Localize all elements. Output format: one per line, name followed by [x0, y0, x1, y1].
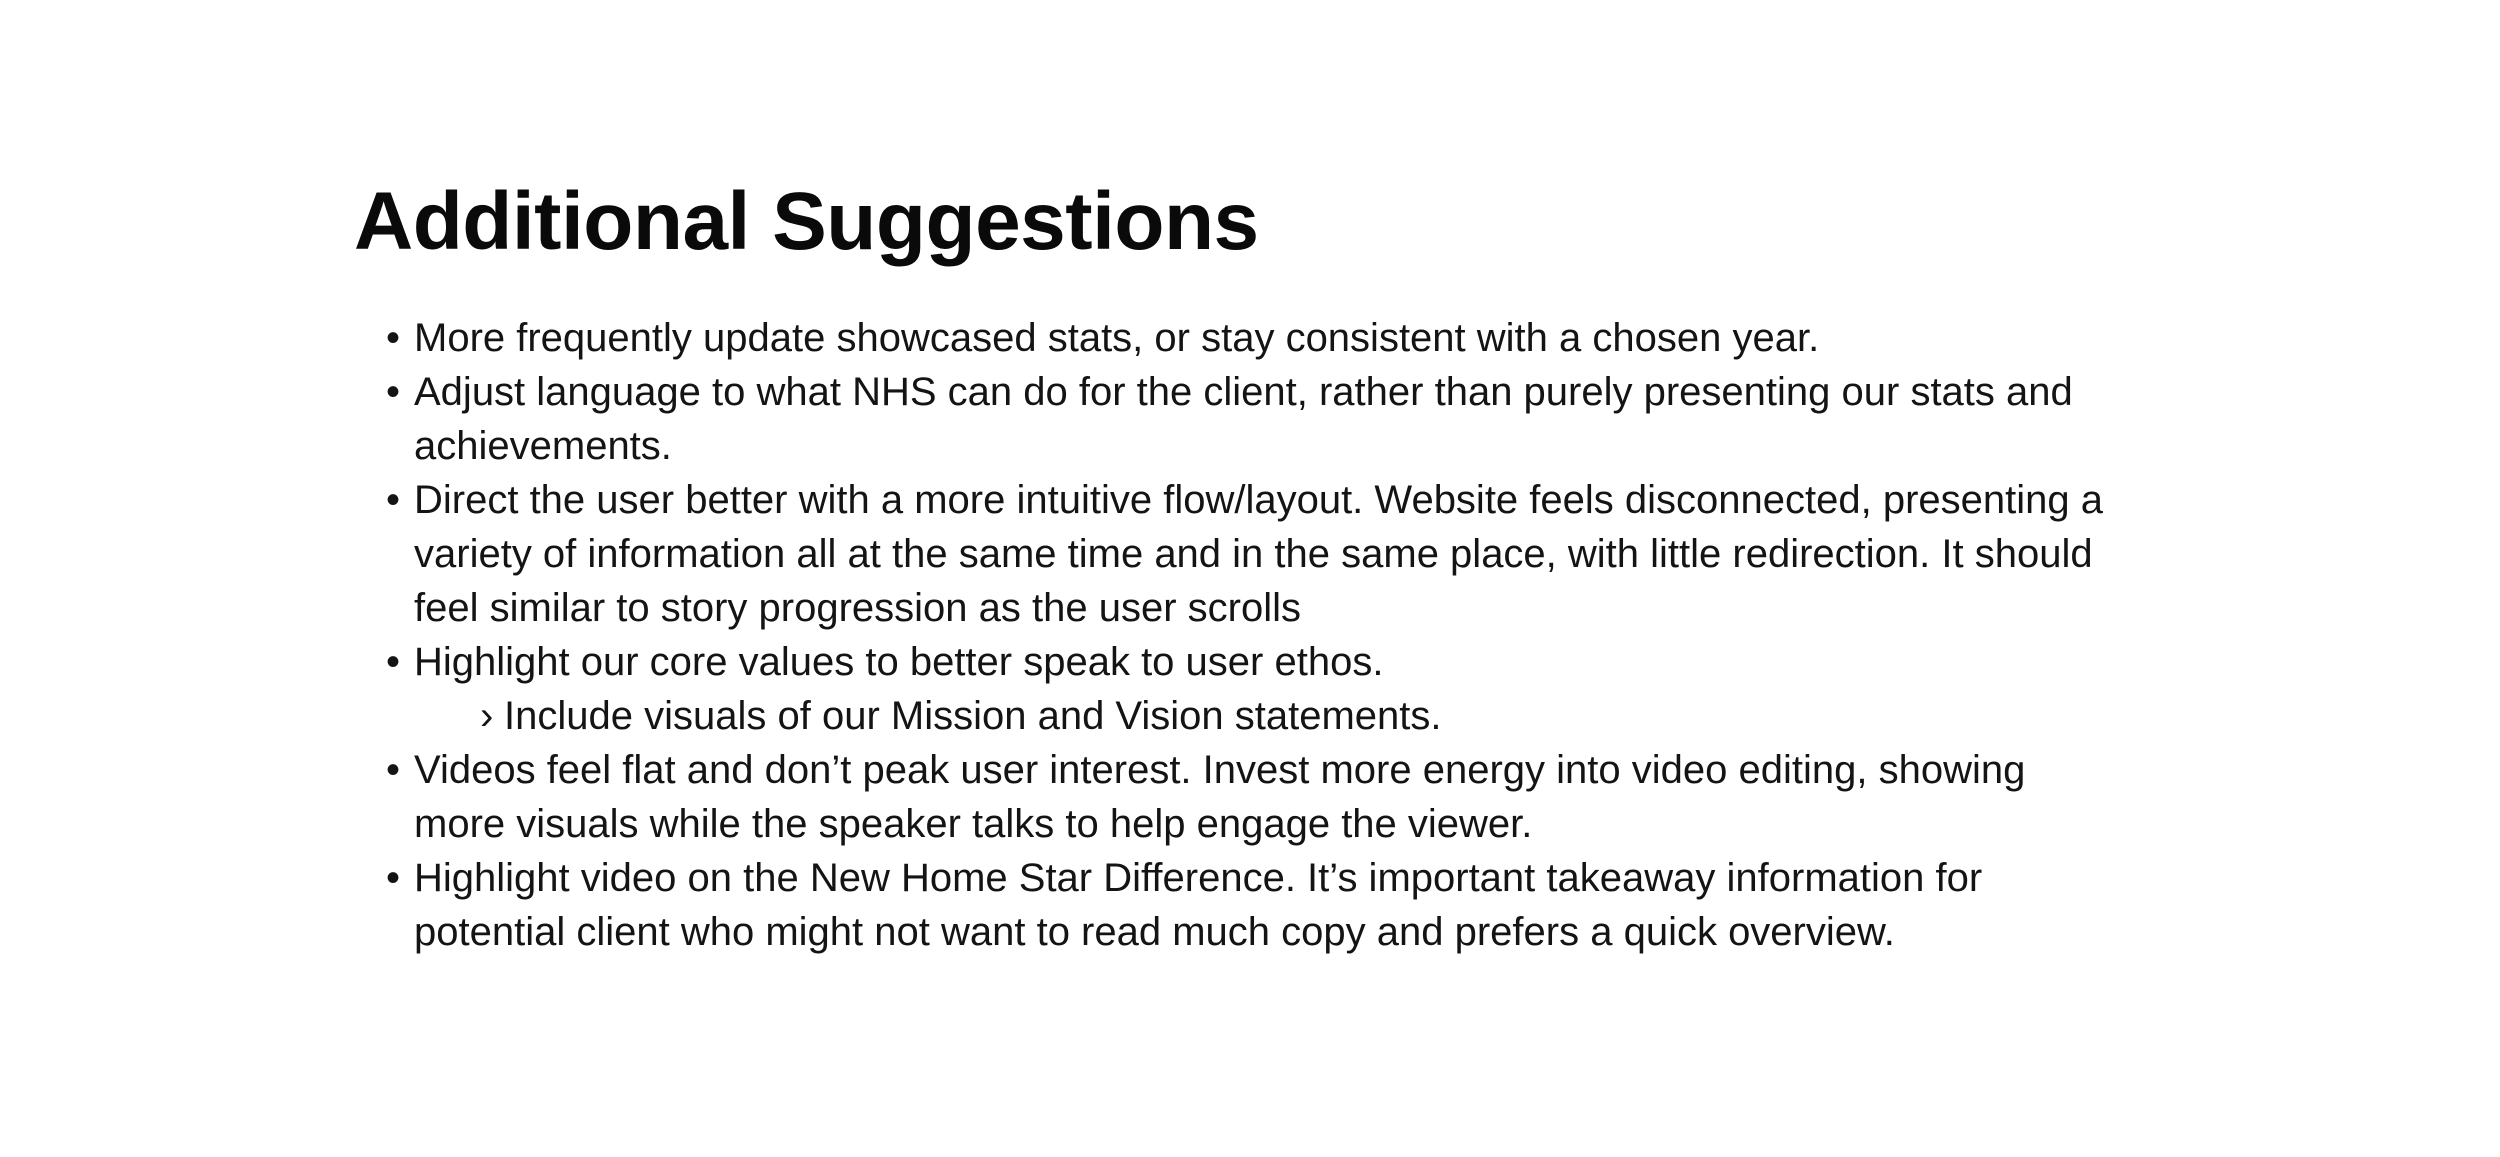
- list-item-text: Adjust language to what NHS can do for the client, rather than purely presenting our stats and achievements.: [414, 370, 2073, 468]
- list-item-text: Direct the user better with a more intuitive flow/layout. Website feels disconnected, presenting a variety of information all at the same time and in the same place, with little redirection. It should feel similar to story progression as the user scrolls: [414, 478, 2104, 630]
- slide-title: Additional Suggestions: [354, 176, 1259, 267]
- list-item: [386, 635, 2106, 689]
- list-item-text: Highlight our core values to better speak to user ethos.: [414, 640, 1384, 684]
- list-item-text: Highlight video on the New Home Star Difference. It’s important takeaway information for potential client who might not want to read much copy and prefers a quick overview.: [414, 856, 1983, 954]
- chevron-right-icon: ›: [480, 694, 494, 738]
- list-item-text: More frequently update showcased stats, or stay consistent with a chosen year.: [414, 316, 1820, 360]
- bullet-icon: •: [386, 316, 401, 360]
- list-item-text: Include visuals of our Mission and Vision statements.: [504, 694, 1442, 738]
- bullet-icon: •: [386, 478, 401, 522]
- sub-list-item: [386, 689, 2106, 743]
- bullet-icon: •: [386, 856, 401, 900]
- bullet-icon: •: [386, 748, 401, 792]
- list-item: [386, 473, 2106, 635]
- list-item: [386, 365, 2106, 473]
- list-item-text: Videos feel flat and don’t peak user interest. Invest more energy into video editing, showing more visuals while the speaker talks to help engage the viewer.: [414, 748, 2026, 846]
- list-item: [386, 851, 2106, 959]
- bullet-list: [386, 311, 2106, 959]
- list-item: [386, 743, 2106, 851]
- list-item: [386, 311, 2106, 365]
- bullet-icon: •: [386, 370, 401, 414]
- bullet-icon: •: [386, 640, 401, 684]
